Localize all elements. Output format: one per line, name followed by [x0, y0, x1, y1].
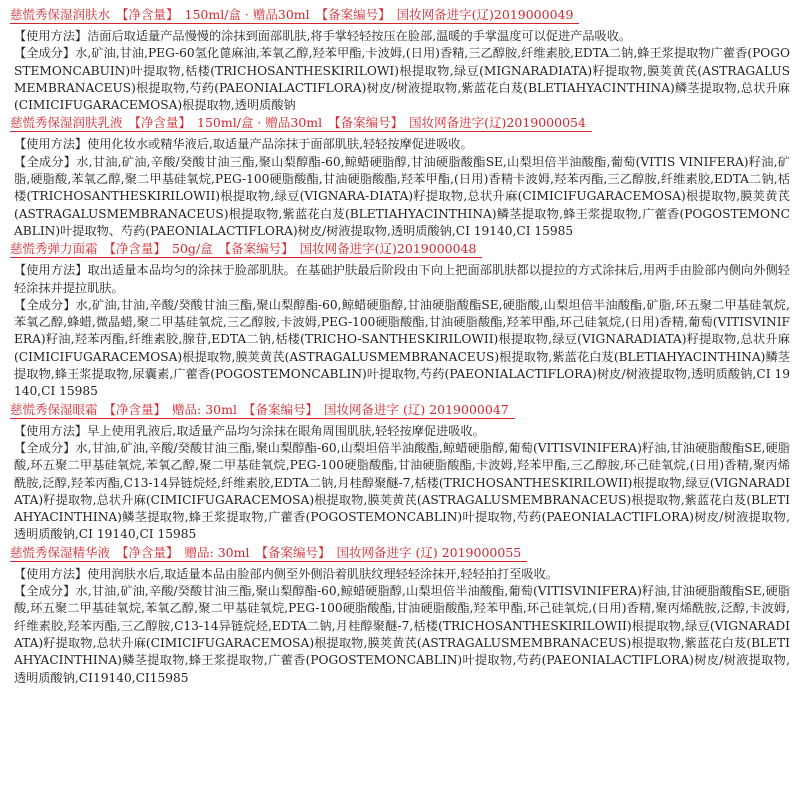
- net-value: 150ml/盒 · 赠品30ml: [197, 115, 323, 131]
- product-title: [10, 114, 592, 132]
- ingredients-text: 【全成分】水,甘油,矿油,辛酸/癸酸甘油三酯,聚山梨醇酯-60,山梨坦倍半油酸酯,鲸蜡硬脂醇,葡萄(VITISVINIFERA)籽油,甘油硬脂酸酯SE,硬脂酸,环五聚二甲基硅氧烷,苯氧乙醇,聚二甲基硅氧烷,PEG-100硬脂酸酯,甘油硬脂酸酯,卡波姆,羟苯甲酯,三乙醇胺,环己硅氧烷,(日用)香精,聚丙烯酰胺,泛醇,羟苯丙酯,C13-14异链烷烃,纤维素胶,EDTA二钠,月桂醇聚醚-7,栝楼(TRICHOSANTHESKIRILOWII)根提取物,绿豆(VIGNARADIATA)籽提取物,总状升麻(CIMICIFUGARACEMOSA)根提取物,膜荚黄芪(ASTRAGALUSMEMBRANACEUS)根提取物,紫蓝花白芨(BLETIAHYACINTHINA)鳞茎提取物,蜂王浆提取物,广藿香(POGOSTEMONCABLIN)叶提取物,芍药(PAEONIALACTIFLORA)树皮/树液提取物,透明质酸钠,CI 19140,CI 15985: [14, 440, 790, 542]
- net-value: 赠品: 30ml: [184, 544, 250, 560]
- product-essence: [10, 544, 790, 687]
- product-toner: [10, 6, 790, 114]
- reg-value: 国妆网备进字(辽)2019000054: [409, 115, 586, 131]
- usage-text: 【使用方法】取出适量本品均匀的涂抹于脸部肌肤。在基础护肤最后阶段由下向上把面部肌肤都以提拉的方式涂抹后,用两手由脸部内侧向外侧轻轻涂抹并提拉肌肤。: [14, 263, 790, 295]
- usage-text: 【使用方法】使用化妆水或精华液后,取适量产品涂抹于面部肌肤,轻轻按摩促进吸收。: [14, 137, 473, 152]
- reg-label: 【备案编号】: [218, 241, 294, 257]
- reg-value: 国妆网备进字(辽)2019000049: [396, 7, 574, 22]
- ingredients-text: 【全成分】水,甘油,矿油,辛酸/癸酸甘油三酯,聚山梨醇酯-60,鲸蜡硬脂醇,甘油硬脂酸酯SE,山梨坦倍半油酸酯,葡萄(VITIS VINIFERA)籽油,矿脂,硬脂酸,苯氧乙醇,聚二甲基硅氧烷,PEG-100硬脂酸酯,甘油硬脂酸酯,羟苯甲酯,(日用)香精卡波姆,羟苯丙酯,三乙醇胺,纤维素胶,EDTA二钠,栝楼(TRICHOSANTHESKIRILOWII)根提取物,绿豆(VIGNARA-DIATA)籽提取物,总状升麻(CIMICIFUGARACEMOSA)根提取物,膜荚黄芪(ASTRAGALUSMEMBRANACEUS)根提取物,紫蓝花白芨(BLETIAHYACINTHINA)鳞茎提取物,蜂王浆提取物,广藿香(POGOSTEMONCABLIN)叶提取物、芍药(PAEONIALACTIFLORA)树皮/树液提取物,透明质酸钠,CI 19140,CI 15985: [14, 154, 790, 238]
- ingredients-text: 【全成分】水,矿油,甘油,PEG-60氢化蓖麻油,苯氧乙醇,羟苯甲酯,卡波姆,(日用)香精,三乙醇胺,纤维素胶,EDTA二钠,蜂王浆提取物广藿香(POGOSTEMONCABUIN)叶提取物,栝楼(TRICHOSANTHESKIRILOWI)根提取物,绿豆(MIGNARADIATA)籽提取物,膜荚黄芪(ASTRAGALUSMEMBRANACEUS)根提取物,芍药(PAEONIALACTIFLORA)树皮/树液提取物,紫蓝花白芨(BLETIAHYACINTHINA)鳞茎提取物,总状升麻(CIMICIFUGARACEMOSA)根提取物,透明质酸钠: [14, 46, 790, 113]
- product-lotion: [10, 114, 790, 240]
- reg-label: 【备案编号】: [315, 7, 391, 22]
- ingredients-text: 【全成分】水,甘油,矿油,辛酸/癸酸甘油三酯,聚山梨醇酯-60,鲸蜡硬脂醇,山梨坦倍半油酸酯,葡萄(VITISVINIFERA)籽油,甘油硬脂酸酯SE,硬脂酸,环五聚二甲基硅氧烷,苯氧乙醇,聚二甲基硅氧烷,PEG-100硬脂酸酯,甘油硬脂酸酯,羟苯甲酯,环己硅氧烷,(日用)香精,聚丙烯酰胺,泛醇,卡波姆,纤维素胶,羟苯丙酯,三乙醇胺,C13-14异链烷烃,EDTA二钠,月桂醇聚醚-7,栝楼(TRICHOSANTHESKIRILOWII)根提取物,绿豆(VIGNARADIATA)籽提取物,总状升麻(CIMICIFUGARACEMOSA)根提取物,膜荚黄芪(ASTRAGALUSMEMBRANACEUS)根提取物,紫蓝花白芨(BLETIAHYACINTHINA)鳞茎提取物,蜂王浆提取物,广藿香(POGOSTEMONCABLIN)叶提取物,芍药(PAEONIALACTIFLORA)树皮/树液提取物,透明质酸钠,CI19140,CI15985: [14, 584, 790, 685]
- reg-value: 国妆网备进字(辽)2019000048: [299, 241, 477, 257]
- net-value: 50g/盒: [172, 241, 213, 257]
- usage-text: 【使用方法】早上使用乳液后,取适量产品均匀涂抹在眼角周围肌肤,轻轻按摩促进吸收。: [14, 423, 485, 438]
- net-value: 赠品: 30ml: [172, 401, 237, 417]
- product-face-cream: [10, 240, 790, 400]
- product-title: [10, 401, 515, 419]
- usage-text: 【使用方法】洁面后取适量产品慢慢的涂抹到面部肌肤,将手掌轻轻按压在脸部,温暖的手掌温度可以促进产品吸收。: [14, 29, 632, 43]
- product-name: 慈慌秀保湿精华液: [10, 544, 111, 560]
- reg-value: 国妆网备进字 (辽) 2019000055: [336, 544, 522, 560]
- ingredients-text: 【全成分】水,矿油,甘油,辛酸/癸酸甘油三酯,聚山梨醇酯-60,鲸蜡硬脂醇,甘油硬脂酸酯SE,硬脂酸,山梨坦倍半油酸酯,矿脂,环五聚二甲基硅氧烷,苯氧乙醇,蜂蜡,微晶蜡,聚二甲基硅氧烷,三乙醇胺,卡波姆,PEG-100硬脂酸酯,甘油硬脂酸酯,羟苯甲酯,环己硅氧烷,(日用)香精,葡萄(VITISVINIFERA)籽油,羟苯丙酯,纤维素胶,腺苷,EDTA二钠,栝楼(TRICHO-SANTHESKIRILOWII)根提取物,绿豆(VIGNARADIATA)籽提取物,总状升麻(CIMICIFUGARACEMOSA)根提取物,膜荚黄芪(ASTRAGALUSMEMBRANACEUS)根提取物,紫蓝花白芨(BLETIAHYACINTHINA)鳞茎提取物,蜂王浆提取物,尿囊素,广藿香(POGOSTEMONCABLIN)叶提取物,芍药(PAEONIALACTIFLORA)树皮/树液提取物,透明质酸钠,CI 19140,CI 15985: [14, 297, 790, 399]
- net-label: 【净含量】: [128, 115, 192, 131]
- reg-label: 【备案编号】: [328, 115, 404, 131]
- product-name: 慈慌秀保湿润肤乳液: [10, 115, 123, 131]
- net-label: 【净含量】: [116, 544, 179, 560]
- product-title: [10, 6, 579, 24]
- net-label: 【净含量】: [103, 401, 167, 417]
- product-name: 慈慌秀保湿润肤水: [10, 7, 111, 22]
- net-label: 【净含量】: [103, 241, 167, 257]
- product-name: 慈慌秀保湿眼霜: [10, 401, 98, 417]
- product-title: [10, 544, 527, 562]
- product-title: [10, 240, 482, 258]
- net-value: 150ml/盒 · 赠品30ml: [184, 7, 310, 22]
- product-name: 慈慌秀弹力面霜: [10, 241, 98, 257]
- usage-text: 【使用方法】使用润肤水后,取适量本品由脸部内侧至外侧沿着肌肤纹理轻轻涂抹开,轻轻拍打至吸收。: [14, 566, 558, 581]
- net-label: 【净含量】: [116, 7, 179, 22]
- product-eye-cream: [10, 401, 790, 544]
- reg-label: 【备案编号】: [242, 401, 318, 417]
- reg-label: 【备案编号】: [255, 544, 331, 560]
- reg-value: 国妆网备进字 (辽) 2019000047: [324, 401, 509, 417]
